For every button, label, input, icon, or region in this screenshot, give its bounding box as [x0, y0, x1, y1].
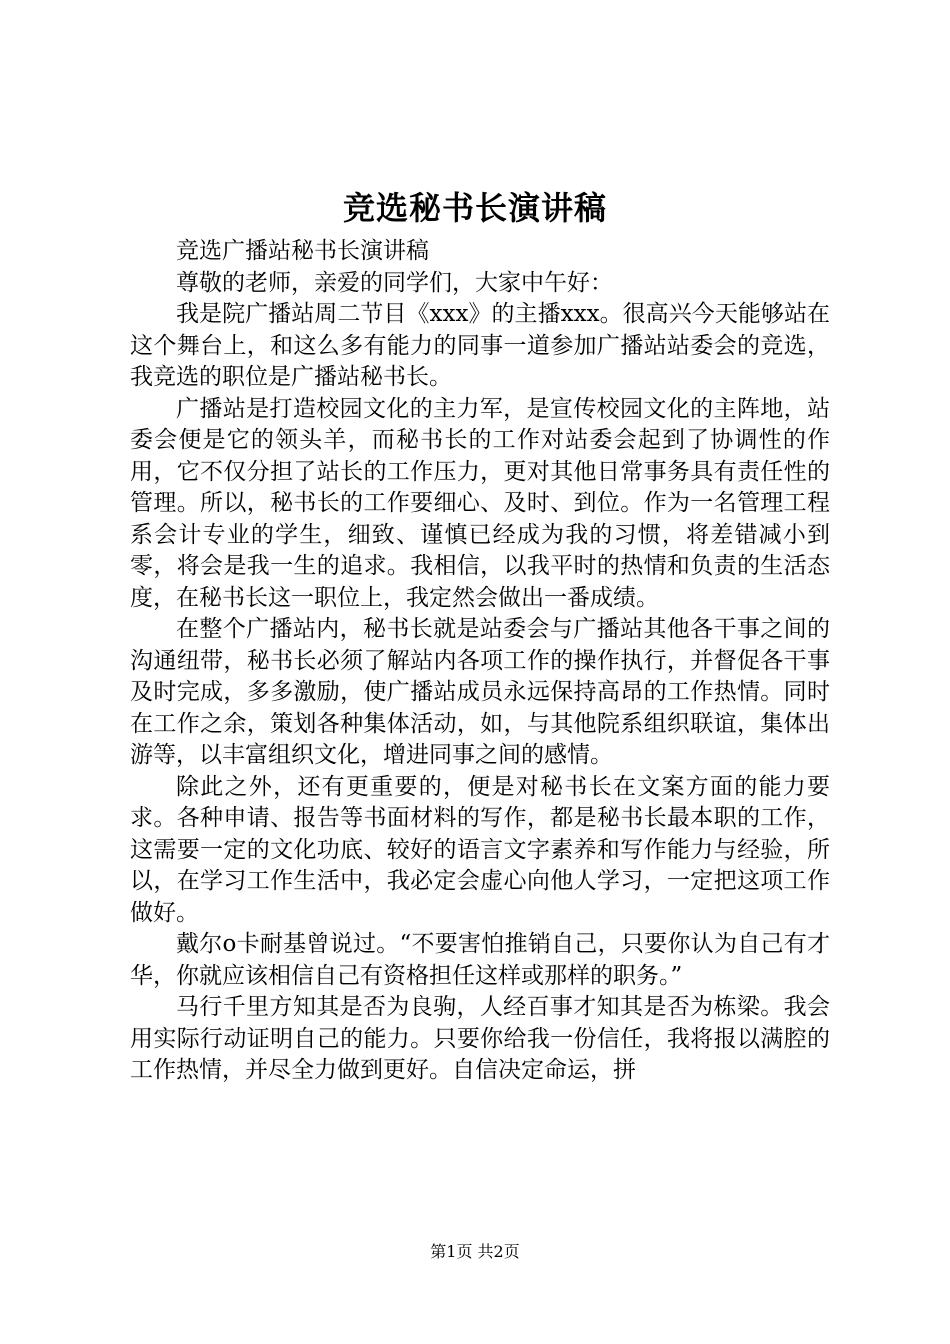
paragraph-subtitle: 竞选广播站秘书长演讲稿 [176, 238, 429, 264]
paragraph-writing: 除此之外，还有更重要的，便是对秘书长在文案方面的能力要求。各种申请、报告等书面材料的写作，都是秘书长最本职的工作，这需要一定的文化功底、较好的语言文字素养和写作能力与经验，所以，在学习工作生活中，我必定会虚心向他人学习，一定把这项工作做好。 [130, 773, 830, 926]
document-title: 竞选秘书长演讲稿 [342, 189, 607, 227]
page-number: 第1页 共2页 [430, 1242, 520, 1261]
paragraph-role: 广播站是打造校园文化的主力军，是宣传校园文化的主阵地，站委会便是它的领头羊，而秘书长的工作对站委会起到了协调性的作用，它不仅分担了站长的工作压力，更对其他日常事务具有责任性的管理。所以，秘书长的工作要细心、及时、到位。作为一名管理工程系会计专业的学生，细致、谨慎已经成为我的习惯，将差错减小到零，将会是我一生的追求。我相信，以我平时的热情和负责的生活态度，在秘书长这一职位上，我定然会做出一番成绩。 [130, 395, 830, 611]
paragraph-communication: 在整个广播站内，秘书长就是站委会与广播站其他各干事之间的沟通纽带，秘书长必须了解站内各项工作的操作执行，并督促各干事及时完成，多多激励，使广播站成员永远保持高昂的工作热情。同时在工作之余，策划各种集体活动，如，与其他院系组织联谊，集体出游等，以丰富组织文化，增进同事之间的感情。 [130, 616, 830, 768]
paragraph-intro: 我是院广播站周二节目《xxx》的主播xxx。很高兴今天能够站在这个舞台上，和这么多有能力的同事一道参加广播站站委会的竞选，我竞选的职位是广播站秘书长。 [130, 301, 830, 390]
paragraph-quote: 戴尔o卡耐基曾说过。“不要害怕推销自己，只要你认为自己有才华，你就应该相信自己有资格担任这样或那样的职务。” [130, 931, 830, 989]
paragraph-closing: 马行千里方知其是否为良驹，人经百事才知其是否为栋梁。我会用实际行动证明自己的能力。只要你给我一份信任，我将报以满腔的工作热情，并尽全力做到更好。自信决定命运，拼 [130, 994, 830, 1083]
paragraph-greeting: 尊敬的老师，亲爱的同学们，大家中午好： [176, 269, 613, 296]
document-body [130, 236, 830, 1087]
